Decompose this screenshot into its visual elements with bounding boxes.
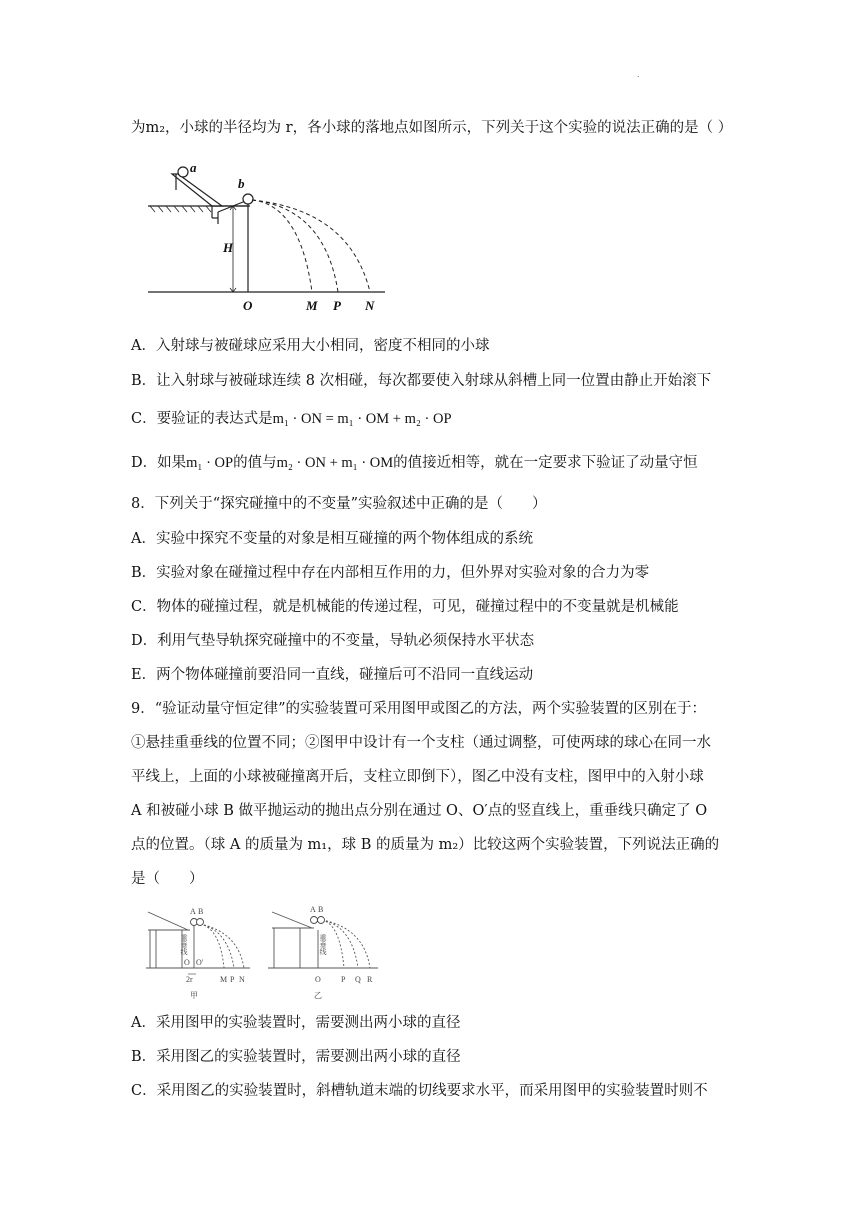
q9-stem-line-1: 9．“验证动量守恒定律”的实验装置可采用图甲或图乙的方法，两个实验装置的区别在于：	[131, 701, 707, 717]
fig-jia-label-M: M	[220, 975, 228, 984]
q7-option-d-f2: m₂ · ON + m₁ · OM	[276, 455, 394, 471]
fig1-label-O: O	[243, 298, 253, 313]
fig-jia-label-O2: O′	[196, 958, 204, 967]
q9-option-b: B．采用图乙的实验装置时，需要测出两小球的直径	[131, 1049, 461, 1065]
q7-intro: 为m₂，小球的半径均为 r，各小球的落地点如图所示，下列关于这个实验的说法正确的是（ ）	[131, 120, 733, 136]
fig1-label-H: H	[223, 240, 234, 255]
fig1-label-b: b	[238, 176, 245, 191]
q7-option-a: A．入射球与被碰球应采用大小相同，密度不相同的小球	[131, 338, 490, 354]
fig-jia-label-line: 重垂线	[180, 934, 188, 955]
q7-option-d-mid: 的值与	[233, 455, 277, 471]
fig-yi-label-B: B	[318, 905, 324, 914]
q8-option-e: E．两个物体碰撞前要沿同一直线，碰撞后可不沿同一直线运动	[131, 667, 534, 683]
q7-option-c-prefix: C．要验证的表达式是	[131, 411, 273, 427]
q7-option-d-f1: m₁ · OP	[186, 455, 234, 471]
q8-option-a: A．实验中探究不变量的对象是相互碰撞的两个物体组成的系统	[131, 531, 533, 547]
q9-stem-line-2: ①悬挂重垂线的位置不同；②图甲中设计有一个支柱（通过调整，可使两球的球心在同一水	[131, 735, 711, 751]
q7-figure	[140, 160, 390, 318]
q7-option-d-prefix: D．如果	[131, 455, 187, 471]
fig-yi-label-P: P	[341, 975, 346, 984]
fig-yi-caption: 乙	[314, 991, 322, 1000]
fig-jia-label-2r: 2r	[186, 975, 193, 984]
fig-jia-label-P: P	[230, 975, 235, 984]
fig-yi-label-line: 重垂线	[319, 934, 327, 955]
fig1-label-N: N	[365, 298, 375, 313]
q7-option-d	[131, 453, 698, 473]
q9-option-a: A．采用图甲的实验装置时，需要测出两小球的直径	[131, 1015, 461, 1031]
q7-option-b: B．让入射球与被碰球连续 8 次相碰，每次都要使入射球从斜槽上同一位置由静止开始滚下	[131, 373, 712, 389]
q9-figure-jia	[144, 902, 254, 1002]
fig-yi-label-Q: Q	[355, 975, 361, 984]
q9-option-c: C．采用图乙的实验装置时，斜槽轨道末端的切线要求水平，而采用图甲的实验装置时则不	[131, 1083, 708, 1099]
fig-yi-label-A: A	[310, 905, 316, 914]
q8-option-b: B．实验对象在碰撞过程中存在内部相互作用的力，但外界对实验对象的合力为零	[131, 565, 650, 581]
q9-stem-line-5: 点的位置。（球 A 的质量为 m₁，球 B 的质量为 m₂）比较这两个实验装置，下列说法正确的	[131, 837, 720, 853]
fig1-label-a: a	[190, 160, 197, 175]
header-dot: .	[637, 70, 640, 79]
fig-yi-label-R: R	[367, 975, 373, 984]
q7-option-d-suffix: 的值接近相等，就在一定要求下验证了动量守恒	[393, 455, 698, 471]
q9-stem-line-3: 平线上，上面的小球被碰撞离开后，支柱立即倒下），图乙中没有支柱，图甲中的入射小球	[131, 769, 704, 785]
fig1-label-P: P	[333, 298, 341, 313]
fig-jia-label-A: A	[190, 907, 196, 916]
q8-stem: 8．下列关于“探究碰撞中的不变量”实验叙述中正确的是（ ）	[131, 496, 547, 512]
q8-option-d: D．利用气垫导轨探究碰撞中的不变量，导轨必须保持水平状态	[131, 633, 535, 649]
fig-jia-label-B: B	[198, 907, 204, 916]
q9-figure-yi	[266, 902, 382, 1002]
q7-option-c	[131, 409, 452, 429]
q7-option-c-formula: m₁ · ON = m₁ · OM + m₂ · OP	[272, 411, 452, 427]
fig-yi-label-O: O	[315, 975, 321, 984]
fig-jia-label-N: N	[239, 975, 245, 984]
q8-option-c: C．物体的碰撞过程，就是机械能的传递过程，可见，碰撞过程中的不变量就是机械能	[131, 599, 679, 615]
fig1-label-M: M	[306, 298, 318, 313]
fig-jia-caption: 甲	[190, 991, 198, 1000]
q9-stem-line-6: 是（ ）	[131, 871, 204, 887]
ball-a	[178, 167, 188, 177]
ball-b	[243, 194, 253, 204]
q9-stem-line-4: A 和被碰小球 B 做平抛运动的抛出点分别在通过 O、O′点的竖直线上，重垂线只确定了 O	[131, 803, 708, 819]
fig-jia-label-O: O	[184, 958, 190, 967]
